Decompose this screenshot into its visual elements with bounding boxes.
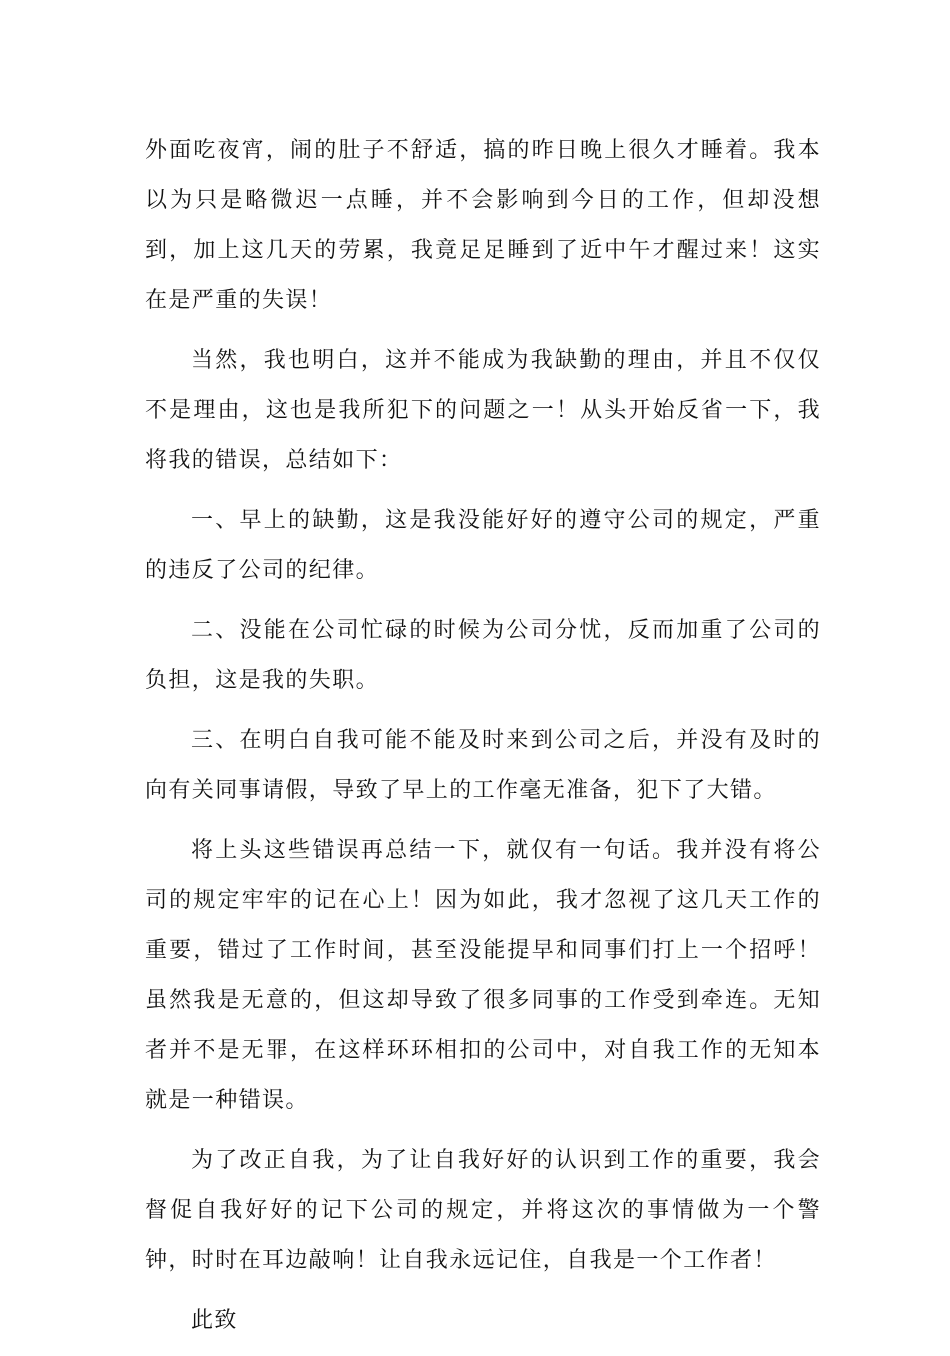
paragraph-6: 将上头这些错误再总结一下，就仅有一句话。我并没有将公司的规定牢牢的记在心上！因为如此，我才忽视了这几天工作的重要，错过了工作时间，甚至没能提早和同事们打上一个招呼！虽然我是无意的，但这却导致了很多同事的工作受到牵连。无知者并不是无罪，在这样环环相扣的公司中，对自我工作的无知本就是一种错误。 xyxy=(145,838,821,1113)
closing-salutation: 此致 xyxy=(191,1308,238,1333)
paragraph-2: 当然，我也明白，这并不能成为我缺勤的理由，并且不仅仅不是理由，这也是我所犯下的问题之一！从头开始反省一下，我将我的错误，总结如下： xyxy=(145,348,821,473)
paragraph-5: 三、在明白自我可能不能及时来到公司之后，并没有及时的向有关同事请假，导致了早上的工作毫无准备，犯下了大错。 xyxy=(145,728,821,803)
document-body xyxy=(145,126,821,1356)
paragraph-4: 二、没能在公司忙碌的时候为公司分忧，反而加重了公司的负担，这是我的失职。 xyxy=(145,618,821,693)
paragraph-1: 外面吃夜宵，闹的肚子不舒适，搞的昨日晚上很久才睡着。我本以为只是略微迟一点睡，并不会影响到今日的工作，但却没想到，加上这几天的劳累，我竟足足睡到了近中午才醒过来！这实在是严重的失误！ xyxy=(145,138,821,313)
paragraph-3: 一、早上的缺勤，这是我没能好好的遵守公司的规定，严重的违反了公司的纪律。 xyxy=(145,508,821,583)
paragraph-7: 为了改正自我，为了让自我好好的认识到工作的重要，我会督促自我好好的记下公司的规定，并将这次的事情做为一个警钟，时时在耳边敲响！让自我永远记住，自我是一个工作者！ xyxy=(145,1148,821,1273)
